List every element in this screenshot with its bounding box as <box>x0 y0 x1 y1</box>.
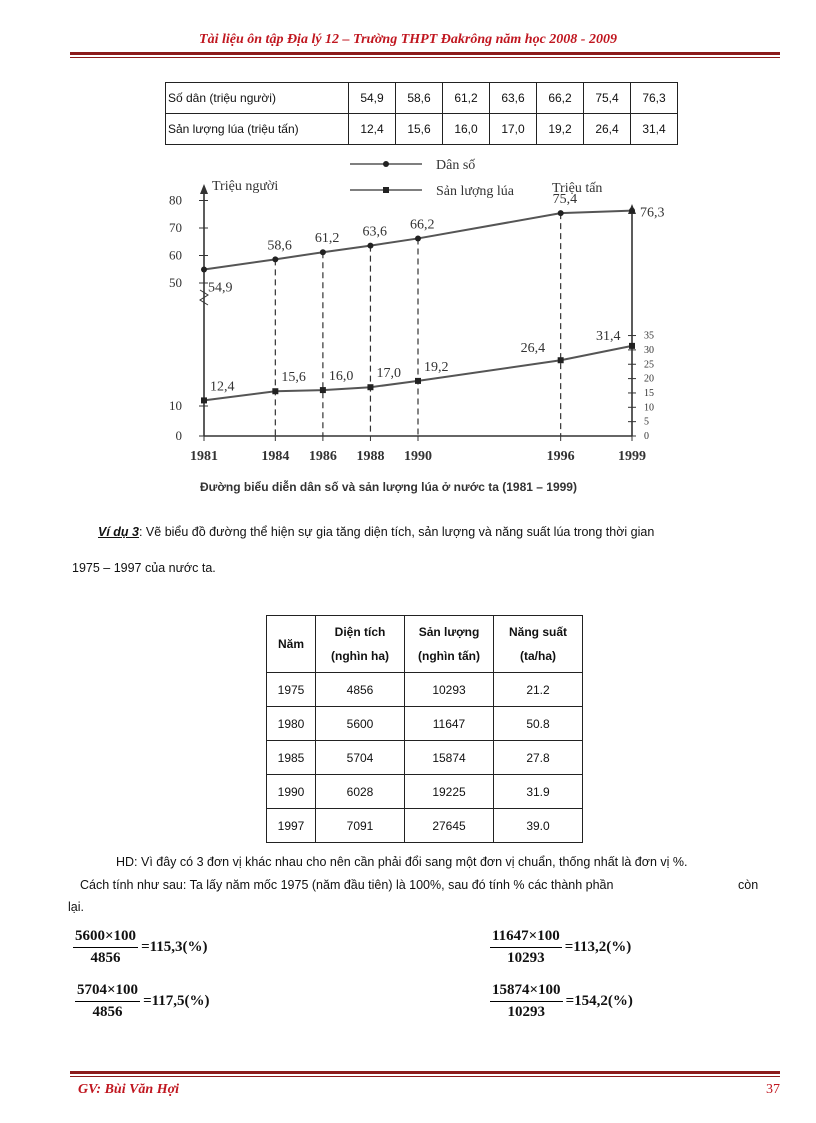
row-label: Sản lượng lúa (triệu tấn) <box>166 114 349 145</box>
rice-point <box>558 357 564 363</box>
table-header-row <box>267 616 583 673</box>
footer-author: GV: Bùi Văn Hợi <box>78 1082 180 1097</box>
right-tick-label: 25 <box>644 359 654 371</box>
footer-rule-thin <box>70 1076 780 1077</box>
rice-label: 12,4 <box>210 379 235 395</box>
right-tick-label: 10 <box>644 402 654 414</box>
population-label: 63,6 <box>362 224 387 240</box>
legend-label-population: Dân số <box>436 158 476 173</box>
population-rice-table <box>165 82 678 145</box>
population-label: 58,6 <box>267 238 292 254</box>
table-cell: 31,4 <box>631 114 678 145</box>
rice-area-output-table <box>266 615 583 843</box>
legend-label-rice: Sản lượng lúa <box>436 184 514 199</box>
rice-point <box>201 397 207 403</box>
population-label: 76,3 <box>640 205 665 221</box>
table-row: 1985 5704 15874 27.8 <box>267 741 583 775</box>
example3-line2: 1975 – 1997 của nước ta. <box>72 561 216 575</box>
formula: $\frac{5600\times 100}{4856}$ =115,3(%) <box>75 928 208 966</box>
hd-line3: lại. <box>68 900 84 914</box>
table-cell: 12,4 <box>349 114 396 145</box>
x-tick-label: 1981 <box>190 449 218 464</box>
left-tick-label: 10 <box>169 398 182 413</box>
table-cell: 63,6 <box>490 83 537 114</box>
population-point <box>415 235 421 241</box>
example3-text: : Vẽ biểu đồ đường thể hiện sự gia tăng diện tích, sản lượng và năng suất lúa trong thời gian <box>138 525 655 539</box>
x-tick-label: 1986 <box>308 449 337 464</box>
footer-rule <box>70 1071 780 1074</box>
page-header: Tài liệu ôn tập Địa lý 12 – Trường THPT Đakrông năm học 2008 - 2009 <box>199 32 617 47</box>
table-cell: 76,3 <box>631 83 678 114</box>
left-tick-label: 80 <box>169 192 182 208</box>
population-point <box>558 210 564 216</box>
population-label: 54,9 <box>208 280 233 296</box>
example3-line1 <box>98 525 758 539</box>
rice-label: 17,0 <box>376 366 401 382</box>
population-point <box>367 243 373 249</box>
rice-point <box>320 387 326 393</box>
left-tick-label: 60 <box>169 247 182 263</box>
page-number: 37 <box>766 1082 780 1097</box>
population-point <box>629 208 635 214</box>
population-label: 66,2 <box>410 217 435 233</box>
population-point <box>320 249 326 255</box>
right-tick-label: 5 <box>644 416 649 428</box>
rice-point <box>272 388 278 394</box>
x-tick-label: 1984 <box>261 449 290 464</box>
hd-line1: HD: Vì đây có 3 đơn vị khác nhau cho nên cần phải đổi sang một đơn vị chuẩn, thống nhất là đơn vị %. <box>116 855 688 869</box>
rice-point <box>415 378 421 384</box>
table-row: 1980 5600 11647 50.8 <box>267 707 583 741</box>
right-tick-label: 30 <box>644 344 654 356</box>
table-cell: 75,4 <box>584 83 631 114</box>
rice-label: 26,4 <box>520 341 546 357</box>
rice-point <box>629 343 635 349</box>
table-row: 1997 7091 27645 39.0 <box>267 809 583 843</box>
rice-label: 15,6 <box>281 370 306 386</box>
rice-label: 31,4 <box>596 328 621 344</box>
table-cell: 26,4 <box>584 114 631 145</box>
right-tick-label: 15 <box>644 387 654 399</box>
table-cell: 15,6 <box>396 114 443 145</box>
row-label: Số dân (triệu người) <box>166 83 349 114</box>
rice-point <box>367 384 373 390</box>
right-tick-label: 20 <box>644 373 654 385</box>
example3-title: Ví dụ 3 <box>98 525 139 539</box>
table-cell: 17,0 <box>490 114 537 145</box>
legend-marker-population <box>383 161 389 167</box>
table-cell: 19,2 <box>537 114 584 145</box>
x-tick-label: 1990 <box>404 449 432 464</box>
left-tick-label: 70 <box>169 220 182 235</box>
header-cell: Diện tích (nghìn ha) <box>316 616 405 673</box>
right-tick-label: 0 <box>644 431 649 442</box>
header-cell: Năm <box>267 616 316 673</box>
table-row: 1990 6028 19225 31.9 <box>267 775 583 809</box>
right-tick-label: 35 <box>644 330 654 342</box>
x-tick-label: 1999 <box>618 449 646 464</box>
population-rice-line-chart <box>160 150 680 475</box>
population-point <box>201 267 207 273</box>
header-rule-thin <box>70 57 780 58</box>
rice-label: 16,0 <box>328 369 354 385</box>
table-row <box>166 83 678 114</box>
left-axis-label: Triệu người <box>212 179 279 194</box>
left-tick-label: 0 <box>175 428 182 443</box>
table-cell: 16,0 <box>443 114 490 145</box>
table-row: 1975 4856 10293 21.2 <box>267 673 583 707</box>
formula: $\frac{5704\times 100}{4856}$ =117,5(%) <box>77 982 210 1020</box>
population-point <box>272 256 278 262</box>
header-rule <box>70 52 780 55</box>
header-cell: Sản lượng (nghìn tấn) <box>405 616 494 673</box>
header-cell: Năng suất (ta/ha) <box>494 616 583 673</box>
rice-label: 19,2 <box>424 359 449 375</box>
population-label: 75,4 <box>552 192 578 208</box>
right-axis-label: Triệu tấn <box>552 181 603 196</box>
hd-line2: Cách tính như sau: Ta lấy năm mốc 1975 (năm đầu tiên) là 100%, sau đó tính % các thành phần <box>80 878 614 892</box>
left-tick-label: 50 <box>169 275 182 290</box>
table-cell: 54,9 <box>349 83 396 114</box>
axis-break <box>200 290 208 305</box>
table-cell: 58,6 <box>396 83 443 114</box>
x-tick-label: 1996 <box>546 449 575 464</box>
left-axis-arrow <box>200 184 208 194</box>
table-row <box>166 114 678 145</box>
table-cell: 61,2 <box>443 83 490 114</box>
hd-line2-end: còn <box>738 878 759 892</box>
legend-marker-rice <box>383 187 389 193</box>
population-label: 61,2 <box>314 231 340 247</box>
table-cell: 66,2 <box>537 83 584 114</box>
x-tick-label: 1988 <box>356 449 385 464</box>
formula: $\frac{11647\times 100}{10293}$ =113,2(%) <box>492 928 632 966</box>
formula: $\frac{15874\times 100}{10293}$ =154,2(%) <box>492 982 633 1020</box>
chart-caption: Đường biểu diễn dân số và sản lượng lúa ở nước ta (1981 – 1999) <box>200 480 577 494</box>
